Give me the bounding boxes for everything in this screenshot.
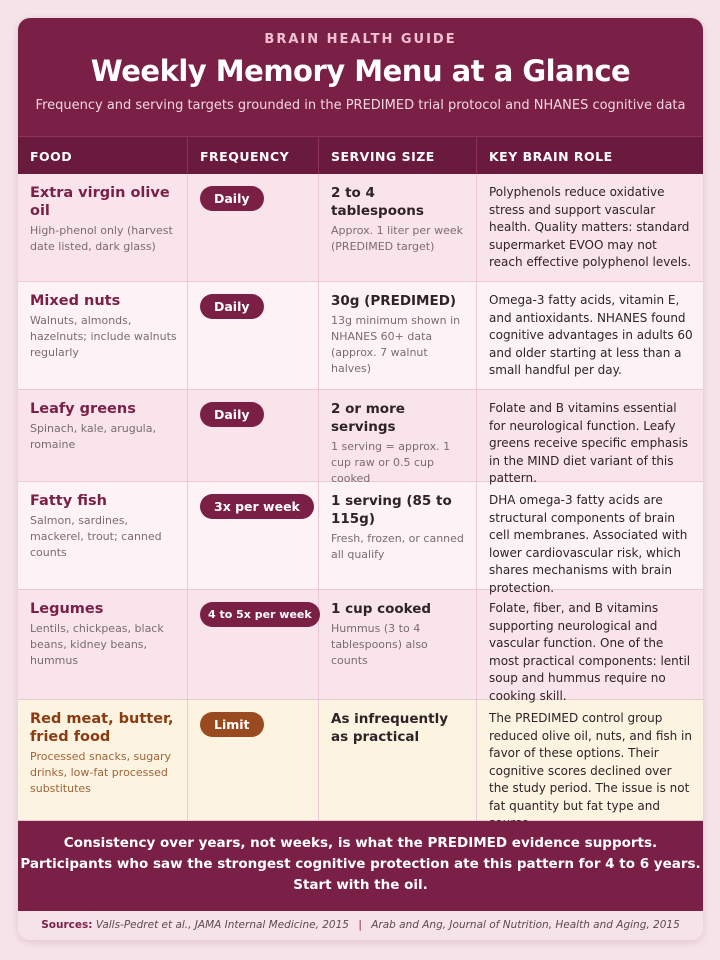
- brain-role: Polyphenols reduce oxidative stress and support vascular health. Quality matters: standard supermarket EVOO may not reach effective polyphenol levels.: [489, 185, 692, 269]
- food-name: Red meat, butter, fried food: [30, 711, 174, 745]
- food-note: Salmon, sardines, mackerel, trout; canned counts: [30, 514, 162, 559]
- column-header-frequency: FREQUENCY: [188, 137, 319, 174]
- frequency-badge: Daily: [200, 294, 264, 319]
- table-row: [18, 700, 703, 821]
- sources: [18, 911, 703, 940]
- brain-role: DHA omega-3 fatty acids are structural components of brain cell membranes. Associated with lower cardiovascular risk, which shares mechanisms with brain protection.: [489, 493, 688, 595]
- serving-cell: [319, 282, 477, 389]
- brain-role: Folate, fiber, and B vitamins supporting neurological and vascular function. One of the most practical components: lentil soup and hummus require no cooking skill.: [489, 601, 691, 703]
- food-cell: [18, 174, 188, 281]
- takeaway-line-2: Participants who saw the strongest cognitive protection ate this pattern for 4 to 6 years.: [20, 856, 701, 872]
- food-name: Fatty fish: [30, 493, 107, 509]
- serving-cell: [319, 482, 477, 589]
- table-row: [18, 590, 703, 703]
- food-note: High-phenol only (harvest date listed, dark glass): [30, 224, 173, 253]
- food-note: Lentils, chickpeas, black beans, kidney beans, hummus: [30, 622, 164, 667]
- source-separator: |: [358, 919, 362, 931]
- serving-cell: [319, 174, 477, 281]
- brain-role: Folate and B vitamins essential for neurological function. Leafy greens receive specific emphasis in the MIND diet variant of this pattern.: [489, 401, 689, 485]
- food-note: Spinach, kale, arugula, romaine: [30, 422, 156, 451]
- frequency-cell: [188, 174, 319, 281]
- frequency-cell: [188, 590, 319, 699]
- role-cell: [477, 174, 703, 281]
- frequency-cell: [188, 390, 319, 481]
- table-header: [18, 136, 703, 174]
- table-row: [18, 390, 703, 485]
- serving-size: 2 or more servings: [331, 401, 405, 435]
- header: [18, 18, 703, 136]
- role-cell: [477, 482, 703, 595]
- page-subtitle: Frequency and serving targets grounded in the PREDIMED trial protocol and NHANES cognitive data: [35, 98, 686, 113]
- frequency-cell: [188, 282, 319, 389]
- serving-size: As infrequently as practical: [331, 711, 449, 745]
- table-row: [18, 174, 703, 282]
- takeaway-line-1: Consistency over years, not weeks, is what the PREDIMED evidence supports.: [63, 835, 658, 851]
- limit-badge: Limit: [200, 712, 264, 737]
- eyebrow: BRAIN HEALTH GUIDE: [264, 32, 457, 47]
- role-cell: [477, 390, 703, 485]
- food-cell: [18, 482, 188, 589]
- column-header-role: KEY BRAIN ROLE: [489, 149, 613, 164]
- role-cell: [477, 590, 703, 703]
- food-cell: [18, 700, 188, 820]
- role-cell: [477, 700, 703, 820]
- serving-note: 13g minimum shown in NHANES 60+ data (approx. 7 walnut halves): [331, 314, 461, 375]
- serving-note: Approx. 1 liter per week (PREDIMED target): [331, 224, 464, 253]
- food-name: Leafy greens: [30, 401, 136, 417]
- sources-label: Sources:: [41, 919, 93, 931]
- food-cell: [18, 590, 188, 699]
- serving-cell: [319, 390, 477, 485]
- food-name: Extra virgin olive oil: [30, 185, 170, 219]
- serving-size: 2 to 4 tablespoons: [331, 185, 424, 219]
- frequency-cell: [188, 700, 319, 820]
- serving-note: Hummus (3 to 4 tablespoons) also counts: [331, 622, 428, 667]
- food-note: Processed snacks, sugary drinks, low-fat processed substitutes: [30, 750, 172, 795]
- food-cell: [18, 390, 188, 481]
- brain-role: The PREDIMED control group reduced olive oil, nuts, and fish in favor of these options. Their cognitive scores declined over the study period. The issue is not fat quantity but fat type and: [489, 711, 692, 813]
- serving-size: 1 cup cooked: [331, 601, 432, 617]
- column-header-serving: SERVING SIZE: [319, 137, 477, 174]
- serving-size: 1 serving (85 to 115g): [331, 493, 452, 527]
- serving-cell: [319, 590, 477, 699]
- food-name: Legumes: [30, 601, 104, 617]
- page-title: Weekly Memory Menu at a Glance: [90, 54, 631, 88]
- serving-size: 30g (PREDIMED): [331, 293, 457, 309]
- role-cell: [477, 282, 703, 389]
- column-header-food: FOOD: [18, 137, 188, 174]
- table-row: [18, 482, 703, 595]
- food-cell: [18, 282, 188, 389]
- frequency-badge: 3x per week: [200, 494, 314, 519]
- brain-role: Omega-3 fatty acids, vitamin E, and antioxidants. NHANES found cognitive advantages in adults 60 and older starting at less than a small handful per day.: [489, 293, 693, 377]
- takeaway-line-3: Start with the oil.: [293, 877, 428, 893]
- source-reference-2: Arab and Ang, Journal of Nutrition, Health and Aging, 2015: [371, 919, 680, 931]
- source-reference-1: Valls-Pedret et al., JAMA Internal Medicine, 2015: [95, 919, 349, 931]
- food-note: Walnuts, almonds, hazelnuts; include walnuts regularly: [30, 314, 177, 359]
- key-takeaway-banner: [18, 821, 703, 911]
- frequency-badge: Daily: [200, 186, 264, 211]
- serving-cell: [319, 700, 477, 820]
- frequency-badge: 4 to 5x per week: [200, 602, 320, 627]
- serving-note: Fresh, frozen, or canned all qualify: [331, 532, 464, 561]
- frequency-cell: [188, 482, 319, 589]
- table-row: [18, 282, 703, 390]
- serving-note: 1 serving = approx. 1 cup raw or 0.5 cup cooked: [331, 440, 451, 485]
- menu-card: [18, 18, 703, 940]
- frequency-badge: Daily: [200, 402, 264, 427]
- food-name: Mixed nuts: [30, 293, 121, 309]
